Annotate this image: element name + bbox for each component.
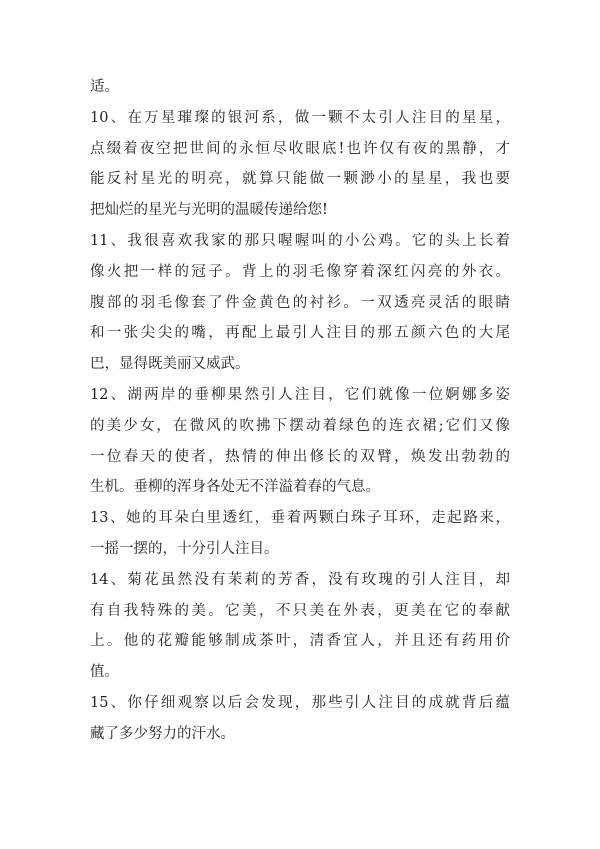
text-line: 能反衬星光的明亮，就算只能做一颗渺小的星星，我也要: [90, 171, 510, 188]
text-line: 一位春天的使者，热情的伸出修长的双臂，焕发出勃勃的: [90, 448, 510, 465]
text-line: 把灿烂的星光与光明的温暖传递给您!: [90, 202, 328, 219]
text-line: 像火把一样的冠子。背上的羽毛像穿着深红闪亮的外衣。: [90, 263, 510, 280]
text-line: 12、湖两岸的垂柳果然引人注目，它们就像一位婀娜多姿: [90, 386, 510, 403]
text-line: 14、菊花虽然没有茉莉的芳香，没有玫瑰的引人注目，却: [90, 571, 510, 588]
text-line: 上。他的花瓣能够制成茶叶，清香宜人，并且还有药用价: [90, 633, 510, 650]
text-line: 一摇一摆的，十分引人注目。: [90, 540, 279, 557]
text-line: 生机。垂柳的浑身各处无不洋溢着春的气息。: [90, 479, 380, 496]
document-body: [90, 72, 510, 750]
text-line: 点缀着夜空把世间的永恒尽收眼底!也许仅有夜的黑静，才: [90, 140, 510, 157]
text-line: 适。: [90, 79, 119, 95]
text-line: 11、我很喜欢我家的那只喔喔叫的小公鸡。它的头上长着: [90, 232, 510, 249]
text-line: 巴，显得既美丽又威武。: [90, 356, 250, 373]
text-line: 10、在万星璀璨的银河系，做一颗不太引人注目的星星，: [90, 109, 510, 126]
text-line: 藏了多少努力的汗水。: [90, 725, 235, 742]
text-line: 有自我特殊的美。它美，不只美在外表，更美在它的奉献: [90, 602, 510, 619]
text-line: 值。: [90, 664, 119, 681]
text-line: 15、你仔细观察以后会发现，那些引人注目的成就背后蕴: [90, 694, 510, 711]
text-line: 13、她的耳朵白里透红，垂着两颗白珠子耳环，走起路来，: [90, 510, 510, 527]
text-line: 的美少女，在微风的吹拂下摆动着绿色的连衣裙;它们又像: [90, 417, 510, 434]
text-line: 和一张尖尖的嘴，再配上最引人注目的那五颜六色的大尾: [90, 325, 510, 342]
text-line: 腹部的羽毛像套了件金黄色的衬衫。一双透亮灵活的眼睛: [90, 294, 510, 311]
